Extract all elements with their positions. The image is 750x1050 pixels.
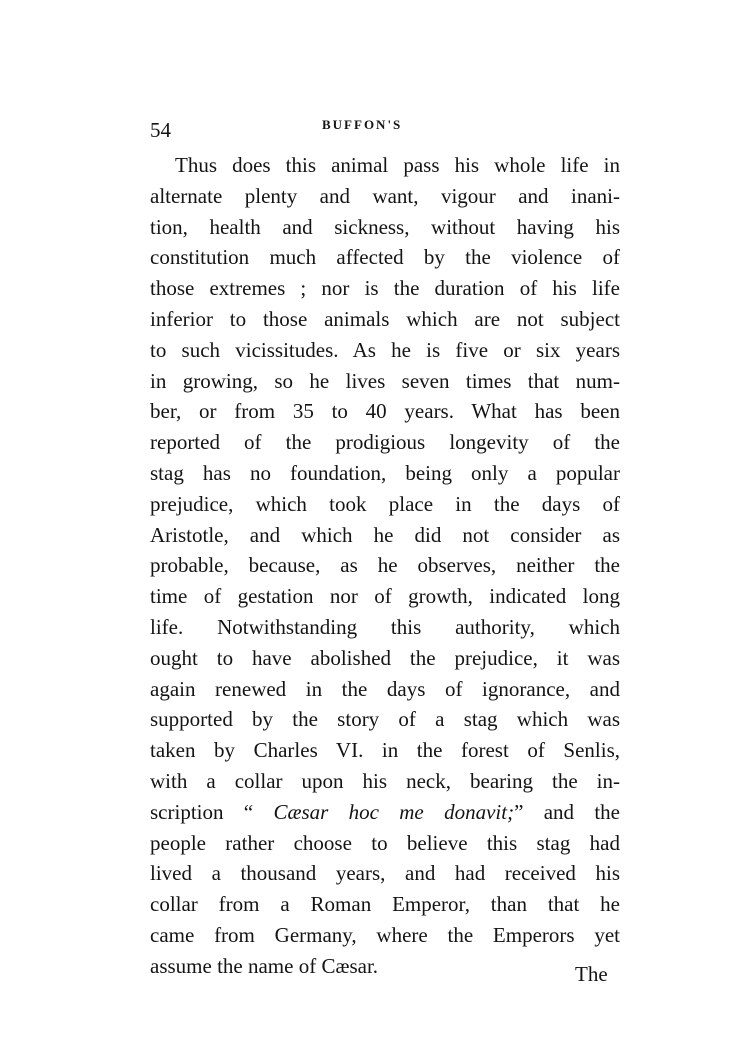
text-line: probable, because, as he observes, neither the xyxy=(150,553,620,578)
text-line: prejudice, which took place in the days of xyxy=(150,491,620,516)
text-line: alternate plenty and want, vigour and inani- xyxy=(150,183,620,208)
page-number: 54 xyxy=(150,118,171,142)
text-line: tion, health and sickness, without having his xyxy=(150,214,620,239)
text-line: lived a thousand years, and had received his xyxy=(150,861,620,886)
text-line: to such vicissitudes. As he is five or six years xyxy=(150,337,620,362)
text-line: in growing, so he lives seven times that num- xyxy=(150,368,620,393)
text-line: Aristotle, and which he did not consider as xyxy=(150,522,620,547)
text-line: Thus does this animal pass his whole life in xyxy=(175,153,620,177)
text-line: inferior to those animals which are not subject xyxy=(150,306,620,331)
catchword: The xyxy=(575,962,608,986)
text-line: came from Germany, where the Emperors yet xyxy=(150,922,620,947)
running-head: BUFFON'S xyxy=(322,117,403,132)
latin-inscription: Cæsar hoc me donavit; xyxy=(273,799,515,824)
text-line: ber, or from 35 to 40 years. What has been xyxy=(150,399,620,424)
text-line: scription “ Cæsar hoc me donavit;” and the xyxy=(150,799,620,824)
text-line: ought to have abolished the prejudice, it was xyxy=(150,645,620,670)
text-line: constitution much affected by the violence of xyxy=(150,245,620,270)
text-line: people rather choose to believe this stag had xyxy=(150,830,620,855)
text-line: supported by the story of a stag which was xyxy=(150,707,620,732)
text-line: life. Notwithstanding this authority, which xyxy=(150,614,620,639)
text-line: again renewed in the days of ignorance, and xyxy=(150,676,620,701)
text-line: taken by Charles VI. in the forest of Senlis, xyxy=(150,738,620,763)
text-line: with a collar upon his neck, bearing the in- xyxy=(150,768,620,793)
text-line: stag has no foundation, being only a popular xyxy=(150,460,620,485)
body-paragraph xyxy=(150,150,620,982)
text-line: collar from a Roman Emperor, than that he xyxy=(150,892,620,917)
text-line: time of gestation nor of growth, indicated long xyxy=(150,584,620,609)
text-line: those extremes ; nor is the duration of his life xyxy=(150,276,620,301)
text-line: assume the name of Cæsar. xyxy=(150,953,379,978)
text-line: reported of the prodigious longevity of the xyxy=(150,430,620,455)
